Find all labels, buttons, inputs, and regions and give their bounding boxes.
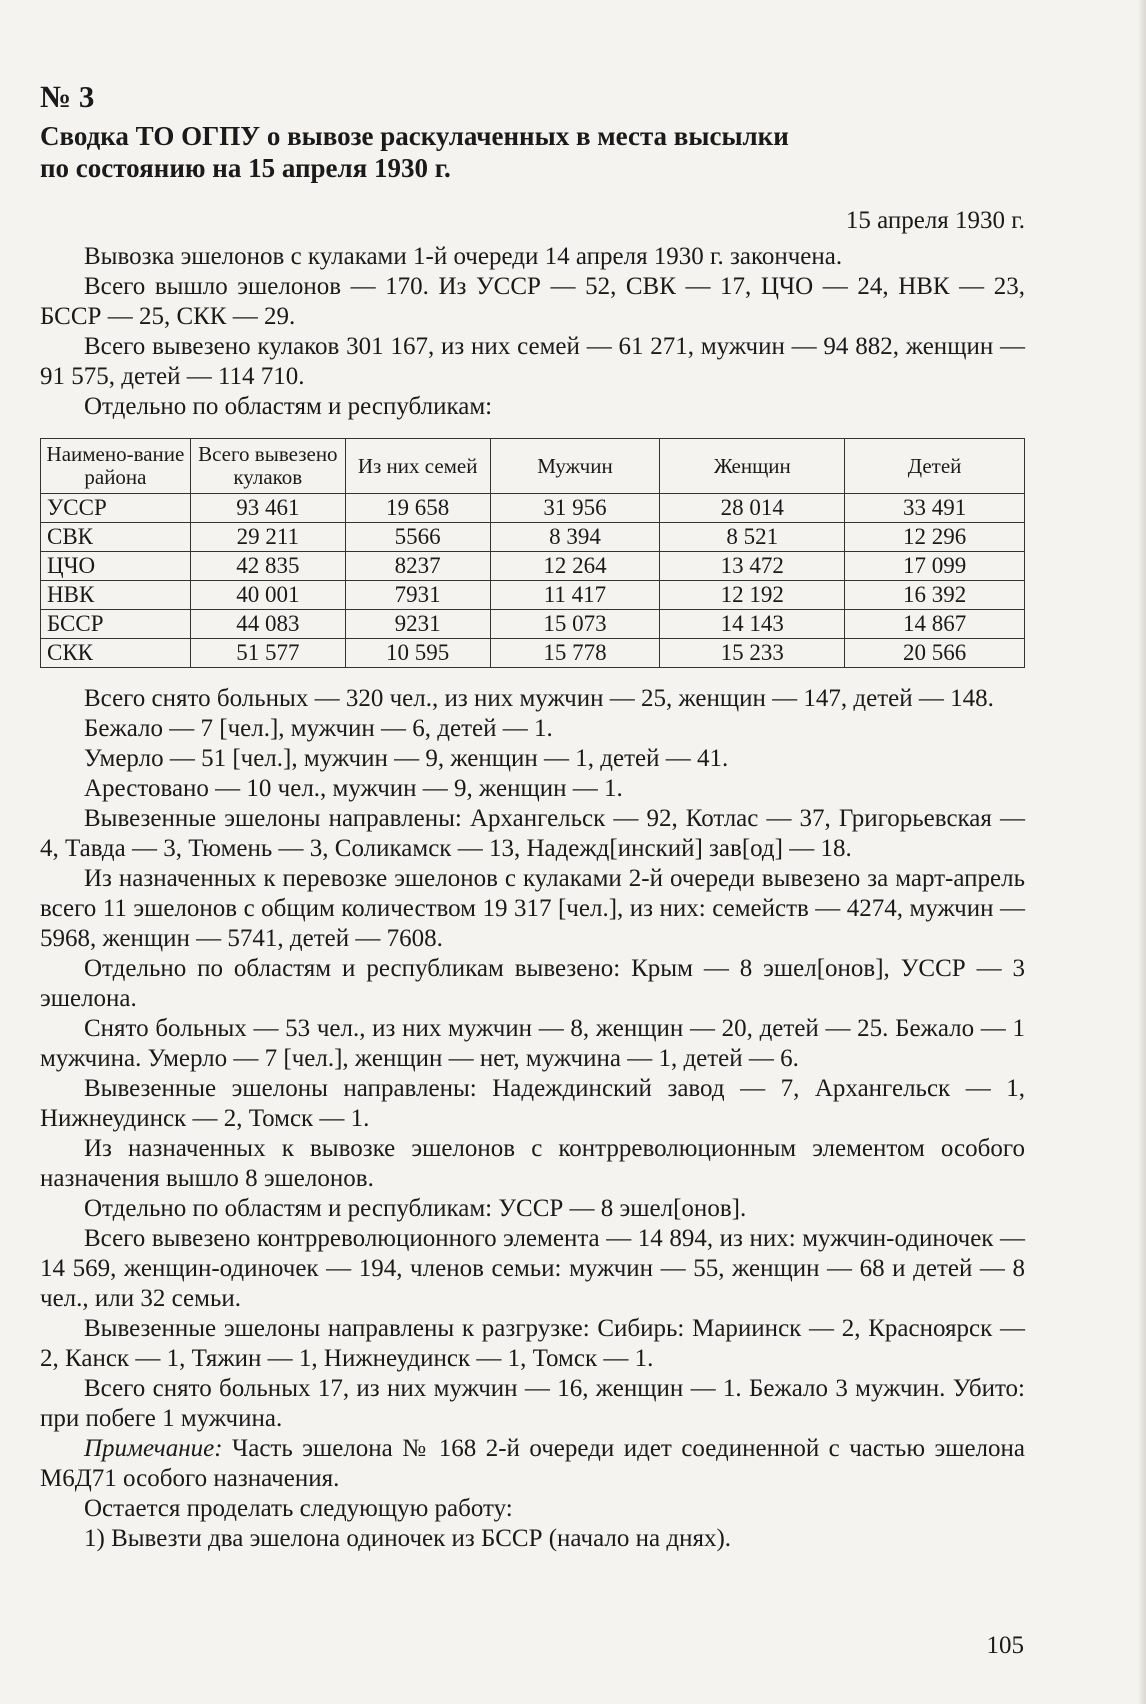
region-cell: НВК bbox=[41, 581, 191, 610]
table-cell: 8237 bbox=[345, 552, 490, 581]
column-header-men: Мужчин bbox=[490, 439, 660, 494]
column-header-region: Наимено-вание района bbox=[41, 439, 191, 494]
table-cell: 9231 bbox=[345, 610, 490, 639]
body-paragraph: Вывезенные эшелоны направлены к разгрузке: Сибирь: Мариинск — 2, Красноярск — 2, Канск — 1, Тяжин — 1, Нижнеудинск — 1, Томск — 1. bbox=[40, 1315, 1025, 1372]
closing-paragraph: Остается проделать следующую работу: bbox=[84, 1495, 513, 1522]
region-cell: ЦЧО bbox=[41, 552, 191, 581]
table-cell: 12 192 bbox=[660, 581, 845, 610]
table-cell: 14 143 bbox=[660, 610, 845, 639]
body-paragraph: Всего снято больных — 320 чел., из них мужчин — 25, женщин — 147, детей — 148. bbox=[84, 685, 994, 712]
table-cell: 15 073 bbox=[490, 610, 660, 639]
table-cell: 10 595 bbox=[345, 639, 490, 668]
table-cell: 5566 bbox=[345, 523, 490, 552]
column-header-families: Из них семей bbox=[345, 439, 490, 494]
table-cell: 12 264 bbox=[490, 552, 660, 581]
table-cell: 8 521 bbox=[660, 523, 845, 552]
table-row bbox=[41, 610, 1025, 639]
note-text: Часть эшелона № 168 2-й очереди идет соединенной с частью эшелона М6Д71 особого назначения. bbox=[40, 1435, 1025, 1492]
intro-paragraph: Вывозка эшелонов с кулаками 1-й очереди 14 апреля 1930 г. закончена. bbox=[84, 243, 843, 270]
table-cell: 40 001 bbox=[190, 581, 345, 610]
table-cell: 11 417 bbox=[490, 581, 660, 610]
body-paragraph: Бежало — 7 [чел.], мужчин — 6, детей — 1. bbox=[84, 715, 553, 742]
body-paragraph: Умерло — 51 [чел.], мужчин — 9, женщин — 1, детей — 41. bbox=[84, 745, 729, 772]
body-paragraph: Вывезенные эшелоны направлены: Архангельск — 92, Котлас — 37, Григорьевская — 4, Тавда — 3, Тюмень — 3, Соликамск — 13, Надежд[инский] зав[од] — 18. bbox=[40, 805, 1025, 862]
table-cell: 15 778 bbox=[490, 639, 660, 668]
table-cell: 17 099 bbox=[845, 552, 1025, 581]
page-number: 105 bbox=[986, 1632, 1024, 1659]
region-cell: СВК bbox=[41, 523, 191, 552]
region-cell: СКК bbox=[41, 639, 191, 668]
table-row bbox=[41, 639, 1025, 668]
column-header-children: Детей bbox=[845, 439, 1025, 494]
body-paragraph: Всего снято больных 17, из них мужчин — 16, женщин — 1. Бежало 3 мужчин. Убито: при побеге 1 мужчина. bbox=[40, 1375, 1025, 1432]
table-cell: 44 083 bbox=[190, 610, 345, 639]
table-row bbox=[41, 523, 1025, 552]
body-paragraph: Из назначенных к перевозке эшелонов с кулаками 2-й очереди вывезено за март-апрель всего 11 эшелонов с общим количеством 19 317 [чел.], из них: семейств — 4274, мужчин — 5968, женщин — 5741, детей — 7608. bbox=[40, 865, 1025, 952]
table-cell: 14 867 bbox=[845, 610, 1025, 639]
region-cell: БССР bbox=[41, 610, 191, 639]
intro-paragraph: Всего вышло эшелонов — 170. Из УССР — 52, СВК — 17, ЦЧО — 24, НВК — 23, БССР — 25, СКК — 29. bbox=[40, 273, 1025, 330]
note-paragraph bbox=[40, 1434, 1025, 1494]
table-cell: 8 394 bbox=[490, 523, 660, 552]
document-title bbox=[40, 120, 1025, 184]
note-label: Примечание: bbox=[84, 1435, 223, 1462]
document-number: № 3 bbox=[40, 79, 95, 114]
body-paragraph: Всего вывезено контрреволюционного элемента — 14 894, из них: мужчин-одиночек — 14 569, женщин-одиночек — 194, членов семьи: мужчин — 55, женщин — 68 и детей — 8 чел., или 32 семьи. bbox=[40, 1225, 1025, 1312]
table-cell: 33 491 bbox=[845, 494, 1025, 523]
table-cell: 42 835 bbox=[190, 552, 345, 581]
deportation-table bbox=[40, 438, 1025, 668]
closing-paragraph: 1) Вывезти два эшелона одиночек из БССР (начало на днях). bbox=[84, 1525, 732, 1552]
table-cell: 93 461 bbox=[190, 494, 345, 523]
body-paragraph: Снято больных — 53 чел., из них мужчин — 8, женщин — 20, детей — 25. Бежало — 1 мужчина. Умерло — 7 [чел.], женщин — нет, мужчина — 1, детей — 6. bbox=[40, 1015, 1025, 1072]
table-cell: 13 472 bbox=[660, 552, 845, 581]
body-paragraph: Вывезенные эшелоны направлены: Надеждинский завод — 7, Архангельск — 1, Нижнеудинск — 2, Томск — 1. bbox=[40, 1075, 1025, 1132]
table-cell: 51 577 bbox=[190, 639, 345, 668]
column-header-women: Женщин bbox=[660, 439, 845, 494]
table-row bbox=[41, 494, 1025, 523]
intro-paragraph: Всего вывезено кулаков 301 167, из них семей — 61 271, мужчин — 94 882, женщин — 91 575, детей — 114 710. bbox=[40, 333, 1025, 390]
document-date: 15 апреля 1930 г. bbox=[845, 207, 1025, 234]
table-cell: 31 956 bbox=[490, 494, 660, 523]
body-paragraph: Арестовано — 10 чел., мужчин — 9, женщин — 1. bbox=[84, 775, 623, 802]
title-line-2: по состоянию на 15 апреля 1930 г. bbox=[40, 153, 451, 183]
table-row bbox=[41, 552, 1025, 581]
table-cell: 15 233 bbox=[660, 639, 845, 668]
table-cell: 20 566 bbox=[845, 639, 1025, 668]
body-paragraph: Из назначенных к вывозке эшелонов с контрреволюционным элементом особого назначения вышло 8 эшелонов. bbox=[40, 1135, 1025, 1192]
table-cell: 16 392 bbox=[845, 581, 1025, 610]
table-header-row bbox=[41, 439, 1025, 494]
table-cell: 7931 bbox=[345, 581, 490, 610]
title-line-1: Сводка ТО ОГПУ о вывозе раскулаченных в места высылки bbox=[40, 121, 789, 151]
table-cell: 28 014 bbox=[660, 494, 845, 523]
table-cell: 12 296 bbox=[845, 523, 1025, 552]
table-cell: 19 658 bbox=[345, 494, 490, 523]
document-page bbox=[40, 80, 1025, 1554]
intro-paragraph: Отдельно по областям и республикам: bbox=[84, 393, 493, 420]
page-edge-shadow bbox=[1138, 0, 1146, 1704]
column-header-total: Всего вывезено кулаков bbox=[190, 439, 345, 494]
table-row bbox=[41, 581, 1025, 610]
body-paragraph: Отдельно по областям и республикам: УССР — 8 эшел[онов]. bbox=[84, 1195, 747, 1222]
table-cell: 29 211 bbox=[190, 523, 345, 552]
region-cell: УССР bbox=[41, 494, 191, 523]
body-paragraph: Отдельно по областям и республикам вывезено: Крым — 8 эшел[онов], УССР — 3 эшелона. bbox=[40, 955, 1025, 1012]
